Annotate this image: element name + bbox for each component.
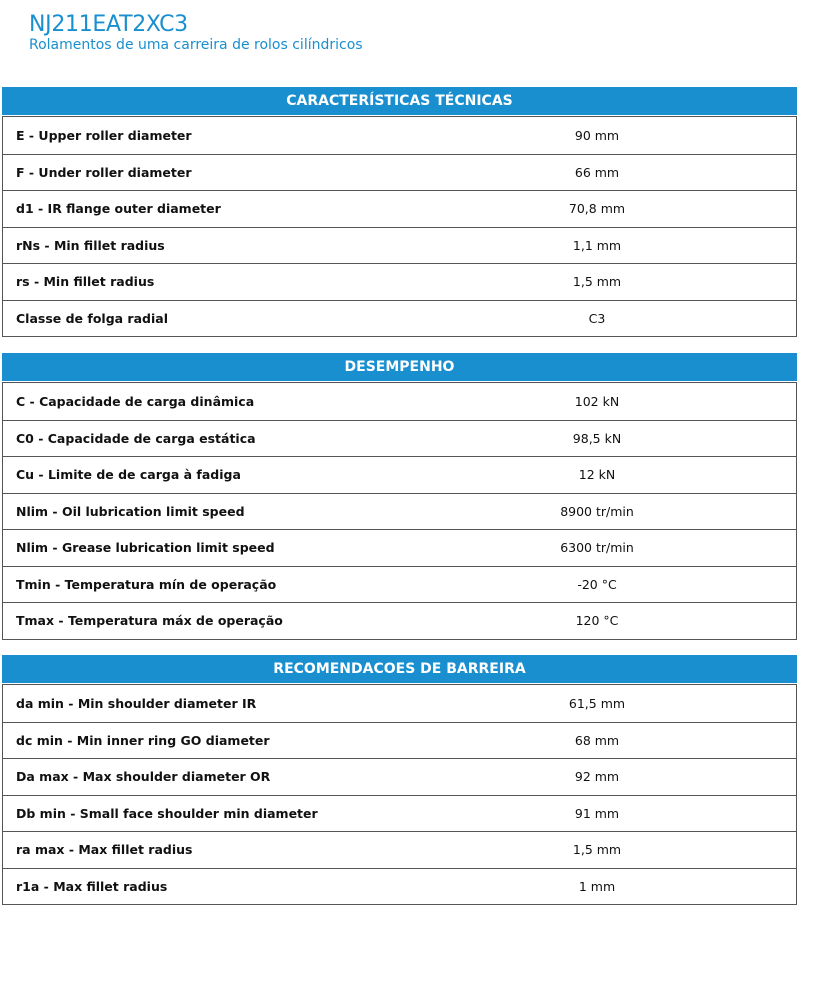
row-label: Nlim - Oil lubrication limit speed	[16, 503, 245, 519]
table-row	[3, 758, 796, 795]
table-row	[3, 420, 796, 457]
row-label: r1a - Max fillet radius	[16, 878, 168, 894]
table-row	[3, 383, 796, 420]
row-value: -20 °C	[577, 576, 617, 592]
table-row	[3, 154, 796, 191]
barrier-recommendations-section	[2, 655, 797, 905]
table-row	[3, 529, 796, 566]
table-row	[3, 685, 796, 722]
table-row	[3, 602, 796, 639]
row-value: 6300 tr/min	[560, 540, 634, 556]
row-label: E - Upper roller diameter	[16, 127, 192, 143]
row-value: 90 mm	[574, 127, 620, 143]
row-label: Da max - Max shoulder diameter OR	[16, 769, 271, 785]
row-label: d1 - IR flange outer diameter	[16, 201, 221, 217]
row-value: 92 mm	[574, 769, 620, 785]
row-label: Classe de folga radial	[16, 310, 168, 326]
spec-table	[2, 382, 797, 640]
table-row	[3, 300, 796, 337]
row-value: 8900 tr/min	[560, 503, 634, 519]
table-row	[3, 831, 796, 868]
row-label: ra max - Max fillet radius	[16, 842, 193, 858]
row-value: 1,1 mm	[572, 237, 622, 253]
table-row	[3, 227, 796, 264]
row-label: C0 - Capacidade de carga estática	[16, 430, 256, 446]
row-value: 61,5 mm	[568, 695, 626, 711]
row-value: 102 kN	[574, 393, 620, 409]
product-subtitle: Rolamentos de uma carreira de rolos cilíndricos	[29, 37, 363, 53]
row-label: Tmax - Temperatura máx de operação	[16, 613, 283, 629]
section-header: CARACTERÍSTICAS TÉCNICAS	[2, 87, 797, 115]
row-label: dc min - Min inner ring GO diameter	[16, 732, 270, 748]
row-value: 91 mm	[574, 805, 620, 821]
spec-table	[2, 684, 797, 905]
technical-characteristics-section	[2, 87, 797, 337]
table-row	[3, 190, 796, 227]
row-value: 68 mm	[574, 732, 620, 748]
row-value: 1 mm	[578, 878, 616, 894]
row-value: 1,5 mm	[572, 274, 622, 290]
table-row	[3, 456, 796, 493]
row-value: 66 mm	[574, 164, 620, 180]
performance-section	[2, 353, 797, 640]
row-value: 1,5 mm	[572, 842, 622, 858]
product-title: NJ211EAT2XC3	[29, 12, 188, 37]
row-label: C - Capacidade de carga dinâmica	[16, 393, 255, 409]
row-label: Nlim - Grease lubrication limit speed	[16, 540, 275, 556]
table-row	[3, 566, 796, 603]
row-label: Cu - Limite de de carga à fadiga	[16, 467, 241, 483]
table-row	[3, 795, 796, 832]
table-row	[3, 868, 796, 905]
table-row	[3, 493, 796, 530]
row-label: da min - Min shoulder diameter IR	[16, 695, 257, 711]
section-header: RECOMENDACOES DE BARREIRA	[2, 655, 797, 683]
table-row	[3, 117, 796, 154]
table-row	[3, 722, 796, 759]
row-value: 12 kN	[578, 467, 616, 483]
row-value: C3	[588, 310, 606, 326]
row-label: rNs - Min fillet radius	[16, 237, 165, 253]
row-label: F - Under roller diameter	[16, 164, 192, 180]
table-row	[3, 263, 796, 300]
row-label: Tmin - Temperatura mín de operação	[16, 576, 277, 592]
row-label: rs - Min fillet radius	[16, 274, 155, 290]
row-value: 120 °C	[575, 613, 619, 629]
row-value: 70,8 mm	[568, 201, 626, 217]
row-value: 98,5 kN	[572, 430, 622, 446]
row-label: Db min - Small face shoulder min diameter	[16, 805, 318, 821]
spec-table	[2, 116, 797, 337]
section-header: DESEMPENHO	[2, 353, 797, 381]
